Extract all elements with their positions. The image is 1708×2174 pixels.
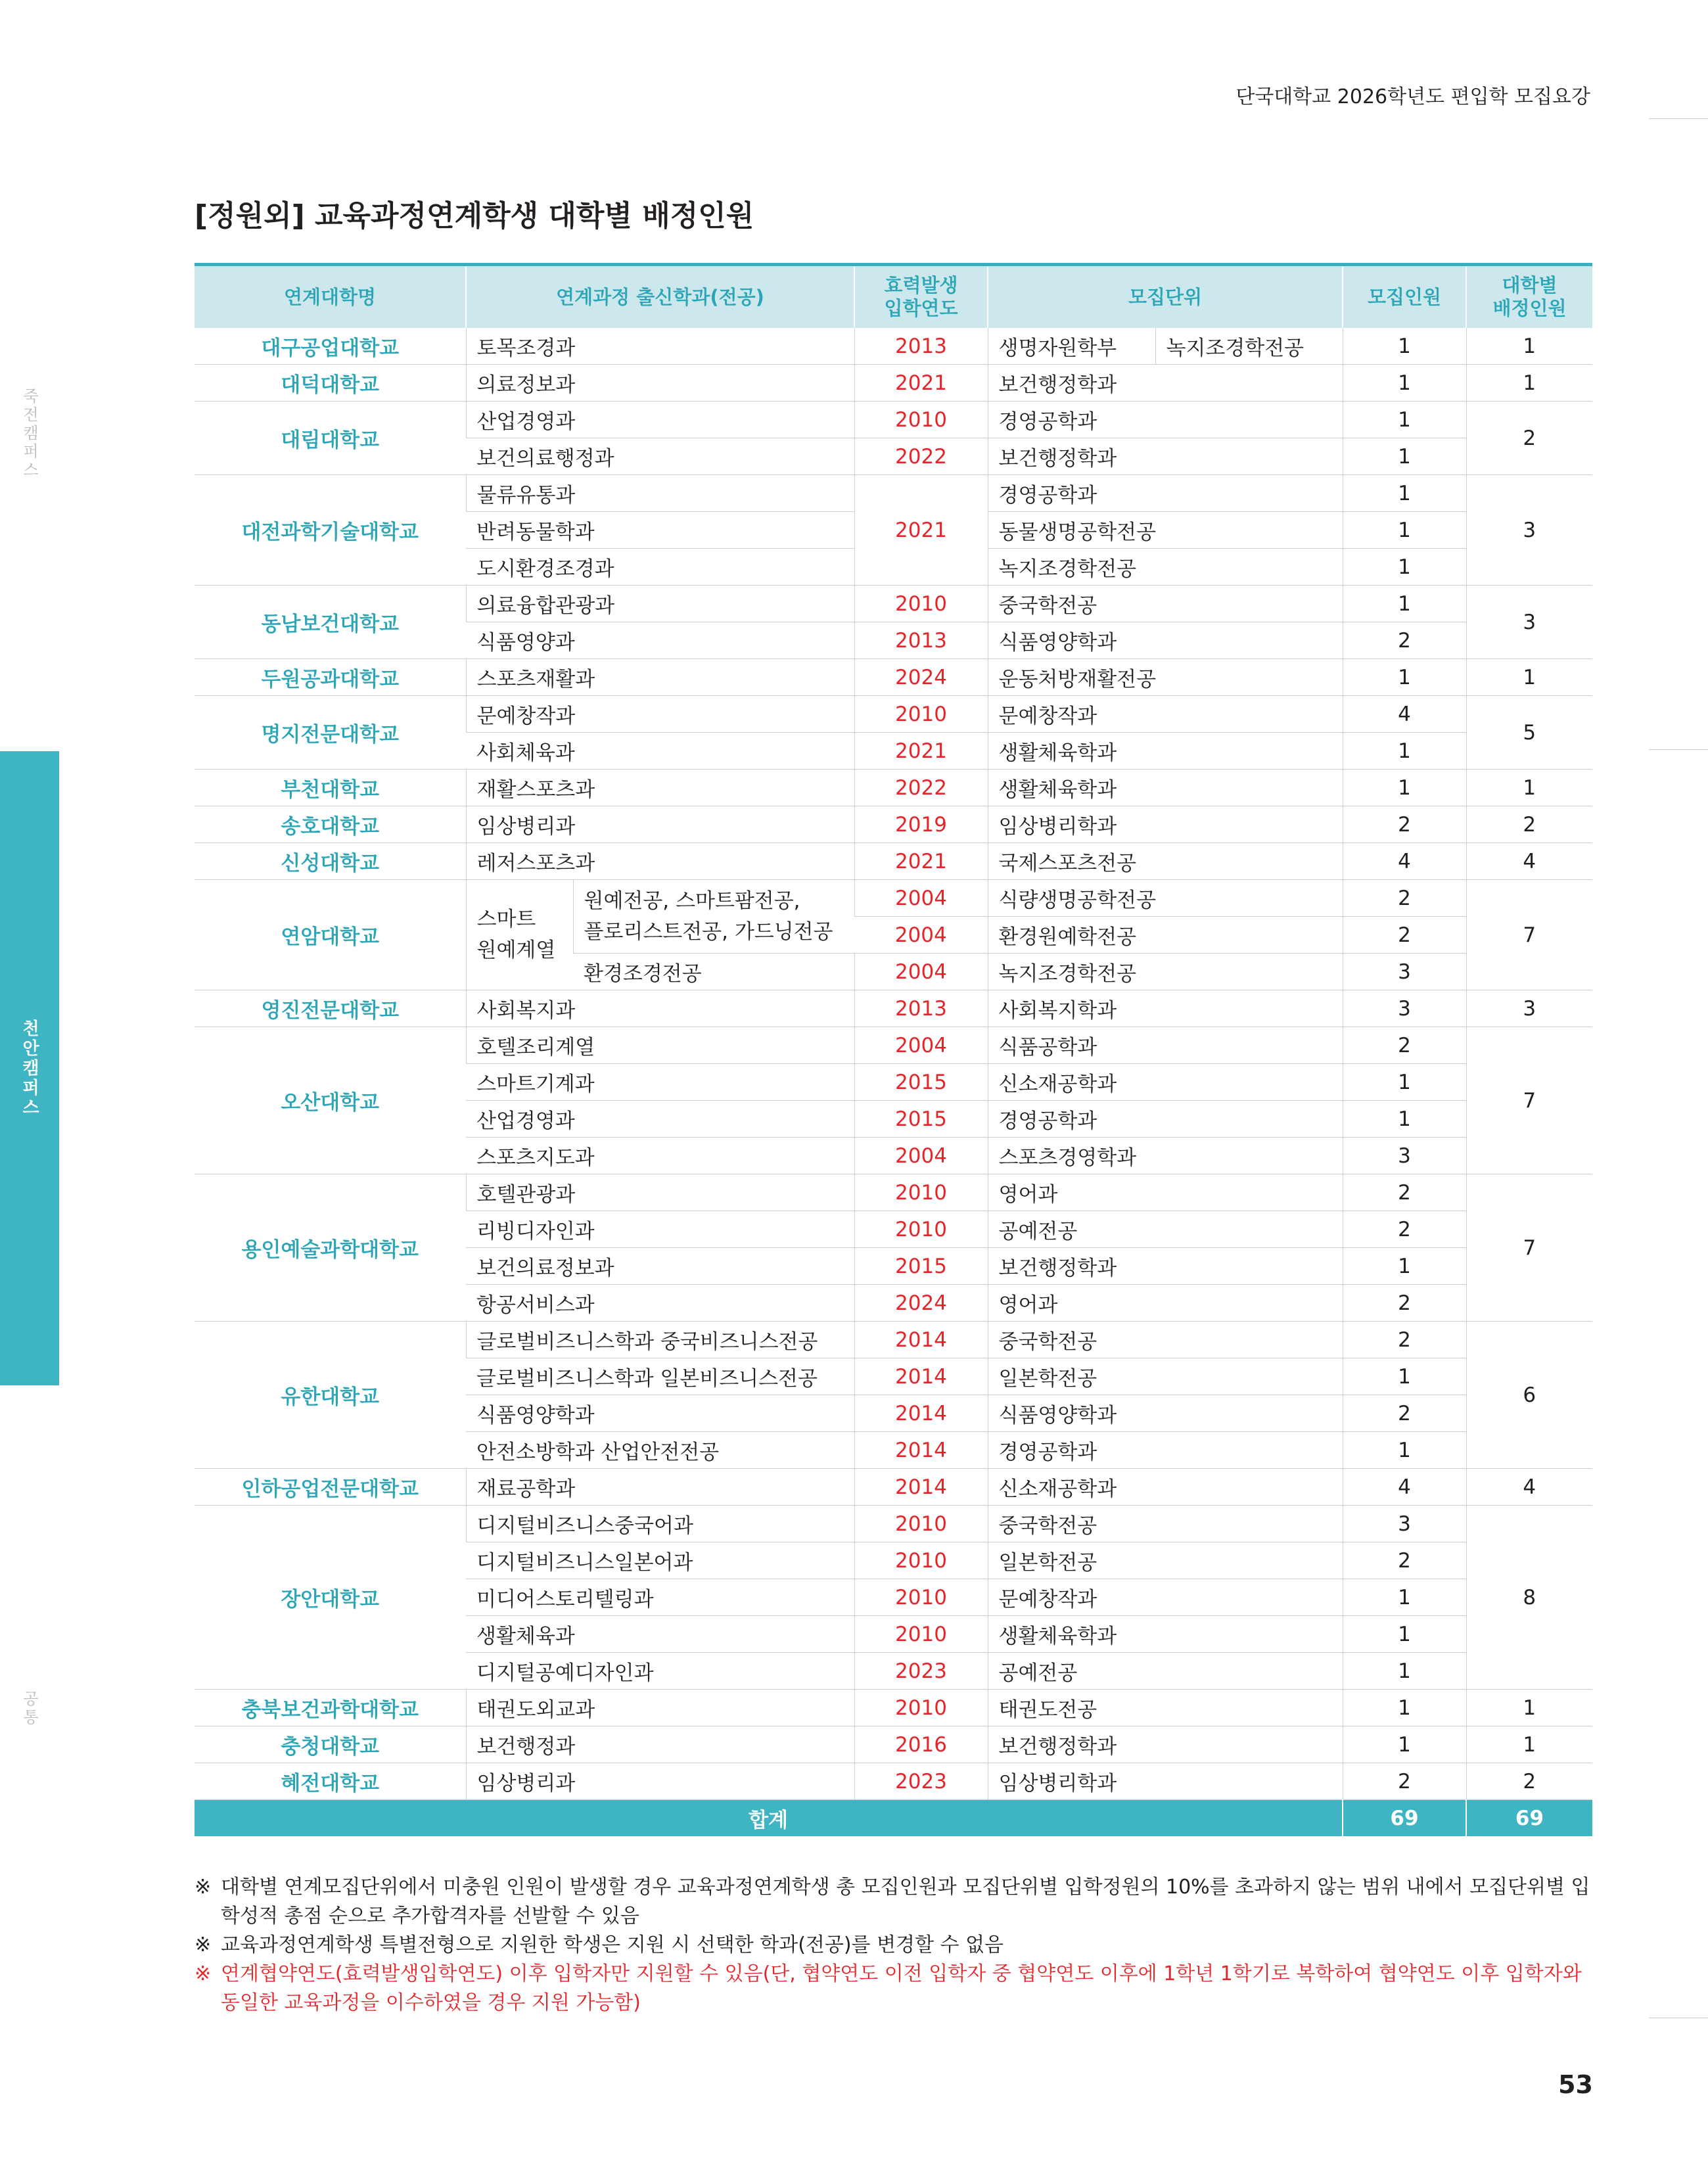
effective-year: 2013 <box>854 990 988 1027</box>
effective-year: 2013 <box>854 622 988 659</box>
dept-name: 안전소방학과 산업안전전공 <box>466 1432 854 1469</box>
unit-name: 사회복지학과 <box>988 990 1343 1027</box>
dept-name: 식품영양학과 <box>466 1395 854 1432</box>
unit-name: 공예전공 <box>988 1211 1343 1248</box>
unit-name: 영어과 <box>988 1174 1343 1211</box>
note-mark: ※ <box>195 1876 212 1899</box>
unit-name: 경영공학과 <box>988 475 1343 512</box>
effective-year: 2004 <box>854 1138 988 1174</box>
unit-name: 식품공학과 <box>988 1027 1343 1064</box>
note-item <box>195 1931 1592 1960</box>
dept-name: 문예창작과 <box>466 696 854 733</box>
dept-name: 보건행정과 <box>466 1726 854 1763</box>
dept-name: 토목조경과 <box>466 328 854 365</box>
table-row <box>195 475 1592 512</box>
unit-name: 스포츠경영학과 <box>988 1138 1343 1174</box>
recruit-count: 1 <box>1343 770 1466 806</box>
alloc-count: 1 <box>1466 328 1592 365</box>
dept-name: 스마트기계과 <box>466 1064 854 1101</box>
recruit-count: 2 <box>1343 1211 1466 1248</box>
univ-name: 영진전문대학교 <box>195 990 466 1027</box>
univ-name: 대전과학기술대학교 <box>195 475 466 586</box>
recruit-count: 1 <box>1343 438 1466 475</box>
dept-name: 미디어스토리텔링과 <box>466 1579 854 1616</box>
effective-year: 2019 <box>854 806 988 843</box>
unit-name: 경영공학과 <box>988 1432 1343 1469</box>
unit-name: 경영공학과 <box>988 1101 1343 1138</box>
table-row <box>195 402 1592 438</box>
recruit-count: 1 <box>1343 733 1466 770</box>
unit-name: 신소재공학과 <box>988 1469 1343 1506</box>
alloc-count: 7 <box>1466 880 1592 990</box>
table-row <box>195 1469 1592 1506</box>
unit-name: 생명자원학부 <box>988 328 1155 365</box>
effective-year: 2014 <box>854 1432 988 1469</box>
header-count: 모집인원 <box>1343 265 1466 329</box>
dept-name: 레저스포츠과 <box>466 843 854 880</box>
dept-name: 항공서비스과 <box>466 1285 854 1322</box>
dept-name: 호텔관광과 <box>466 1174 854 1211</box>
recruit-count: 3 <box>1343 1506 1466 1542</box>
table-row <box>195 1506 1592 1542</box>
recruit-count: 1 <box>1343 1726 1466 1763</box>
unit-name: 일본학전공 <box>988 1542 1343 1579</box>
table-row <box>195 1690 1592 1726</box>
effective-year: 2004 <box>854 880 988 917</box>
univ-name: 용인예술과학대학교 <box>195 1174 466 1322</box>
note-mark: ※ <box>195 1933 212 1956</box>
dept-name: 스포츠재활과 <box>466 659 854 696</box>
recruit-count: 2 <box>1343 917 1466 954</box>
note-item <box>195 1873 1592 1931</box>
dept-name: 디지털비즈니스중국어과 <box>466 1506 854 1542</box>
recruit-count: 1 <box>1343 1432 1466 1469</box>
alloc-count: 1 <box>1466 770 1592 806</box>
unit-name: 영어과 <box>988 1285 1343 1322</box>
effective-year: 2021 <box>854 733 988 770</box>
unit-name: 보건행정학과 <box>988 438 1343 475</box>
table-row <box>195 806 1592 843</box>
effective-year: 2024 <box>854 659 988 696</box>
dept-name: 디지털공예디자인과 <box>466 1653 854 1690</box>
effective-year: 2010 <box>854 696 988 733</box>
dept-name: 생활체육과 <box>466 1616 854 1653</box>
table-row <box>195 1027 1592 1064</box>
subdept-name: 원예전공, 스마트팜전공, 플로리스트전공, 가드닝전공 <box>573 880 854 954</box>
header-year: 효력발생 입학연도 <box>854 265 988 329</box>
subunit-name: 녹지조경학전공 <box>1155 328 1343 365</box>
alloc-count: 2 <box>1466 806 1592 843</box>
effective-year: 2015 <box>854 1064 988 1101</box>
subdept-name: 환경조경전공 <box>573 954 854 990</box>
unit-name: 생활체육학과 <box>988 1616 1343 1653</box>
table-row <box>195 843 1592 880</box>
unit-name: 중국학전공 <box>988 586 1343 622</box>
univ-name: 대구공업대학교 <box>195 328 466 365</box>
alloc-count: 4 <box>1466 843 1592 880</box>
effective-year: 2010 <box>854 1211 988 1248</box>
recruit-count: 1 <box>1343 475 1466 512</box>
unit-name: 중국학전공 <box>988 1322 1343 1358</box>
table-row <box>195 990 1592 1027</box>
header-unit: 모집단위 <box>988 265 1343 329</box>
unit-name: 보건행정학과 <box>988 1726 1343 1763</box>
univ-name: 충청대학교 <box>195 1726 466 1763</box>
side-divider <box>1649 749 1708 750</box>
recruit-count: 2 <box>1343 1542 1466 1579</box>
recruit-count: 1 <box>1343 1653 1466 1690</box>
effective-year: 2010 <box>854 586 988 622</box>
recruit-count: 2 <box>1343 1763 1466 1800</box>
unit-name: 운동처방재활전공 <box>988 659 1343 696</box>
effective-year: 2010 <box>854 1542 988 1579</box>
dept-name: 글로벌비즈니스학과 중국비즈니스전공 <box>466 1322 854 1358</box>
recruit-count: 4 <box>1343 843 1466 880</box>
header-dept: 연계과정 출신학과(전공) <box>466 265 854 329</box>
page-title: [정원외] 교육과정연계학생 대학별 배정인원 <box>195 199 754 233</box>
dept-name: 의료융합관광과 <box>466 586 854 622</box>
recruit-count: 1 <box>1343 402 1466 438</box>
effective-year: 2004 <box>854 917 988 954</box>
unit-name: 신소재공학과 <box>988 1064 1343 1101</box>
running-header: 단국대학교 2026학년도 편입학 모집요강 <box>1235 85 1590 108</box>
effective-year: 2014 <box>854 1358 988 1395</box>
effective-year: 2022 <box>854 770 988 806</box>
dept-name: 식품영양과 <box>466 622 854 659</box>
effective-year: 2022 <box>854 438 988 475</box>
unit-name: 보건행정학과 <box>988 1248 1343 1285</box>
effective-year: 2016 <box>854 1726 988 1763</box>
table-row <box>195 1763 1592 1800</box>
unit-name: 일본학전공 <box>988 1358 1343 1395</box>
unit-name: 문예창작과 <box>988 1579 1343 1616</box>
effective-year: 2015 <box>854 1101 988 1138</box>
recruit-count: 2 <box>1343 880 1466 917</box>
total-alloc: 69 <box>1466 1800 1592 1837</box>
univ-name: 명지전문대학교 <box>195 696 466 770</box>
alloc-count: 5 <box>1466 696 1592 770</box>
recruit-count: 2 <box>1343 1027 1466 1064</box>
note-text: 연계협약연도(효력발생입학연도) 이후 입학자만 지원할 수 있음(단, 협약연도 이전 입학자 중 협약연도 이후에 1학년 1학기로 복학하여 협약연도 이후 입학자와 동일한 교육과정을 이수하였을 경우 지원 가능함) <box>221 1962 1582 2014</box>
univ-name: 송호대학교 <box>195 806 466 843</box>
table-row <box>195 586 1592 622</box>
dept-name: 임상병리과 <box>466 1763 854 1800</box>
alloc-count: 3 <box>1466 990 1592 1027</box>
recruit-count: 1 <box>1343 549 1466 586</box>
unit-name: 녹지조경학전공 <box>988 549 1343 586</box>
table-row <box>195 659 1592 696</box>
univ-name: 유한대학교 <box>195 1322 466 1469</box>
effective-year: 2010 <box>854 1690 988 1726</box>
side-tab-common[interactable] <box>0 1669 59 1748</box>
recruit-count: 1 <box>1343 328 1466 365</box>
side-tab-label: 공통 <box>20 1690 39 1727</box>
effective-year: 2021 <box>854 365 988 402</box>
dept-name: 리빙디자인과 <box>466 1211 854 1248</box>
table-row <box>195 696 1592 733</box>
recruit-count: 1 <box>1343 586 1466 622</box>
total-count: 69 <box>1343 1800 1466 1837</box>
unit-name: 식량생명공학전공 <box>988 880 1343 917</box>
effective-year: 2010 <box>854 1616 988 1653</box>
recruit-count: 1 <box>1343 512 1466 549</box>
effective-year: 2014 <box>854 1469 988 1506</box>
recruit-count: 2 <box>1343 1322 1466 1358</box>
effective-year: 2004 <box>854 954 988 990</box>
unit-name: 공예전공 <box>988 1653 1343 1690</box>
side-tab-cheonan[interactable] <box>0 751 59 1385</box>
side-tab-jukjeon[interactable] <box>0 368 59 499</box>
alloc-count: 4 <box>1466 1469 1592 1506</box>
effective-year: 2014 <box>854 1322 988 1358</box>
page-number: 53 <box>1558 2070 1593 2099</box>
effective-year: 2010 <box>854 1579 988 1616</box>
note-text: 교육과정연계학생 특별전형으로 지원한 학생은 지원 시 선택한 학과(전공)를 변경할 수 없음 <box>221 1933 1004 1956</box>
dept-name: 글로벌비즈니스학과 일본비즈니스전공 <box>466 1358 854 1395</box>
effective-year: 2014 <box>854 1395 988 1432</box>
dept-name: 사회복지과 <box>466 990 854 1027</box>
univ-name: 인하공업전문대학교 <box>195 1469 466 1506</box>
unit-name: 생활체육학과 <box>988 770 1343 806</box>
univ-name: 동남보건대학교 <box>195 586 466 659</box>
recruit-count: 2 <box>1343 1395 1466 1432</box>
univ-name: 혜전대학교 <box>195 1763 466 1800</box>
table-row <box>195 1726 1592 1763</box>
recruit-count: 2 <box>1343 1285 1466 1322</box>
effective-year: 2013 <box>854 328 988 365</box>
note-mark: ※ <box>195 1962 212 1985</box>
header-univ: 연계대학명 <box>195 265 466 329</box>
unit-name: 임상병리학과 <box>988 1763 1343 1800</box>
alloc-count: 3 <box>1466 475 1592 586</box>
recruit-count: 3 <box>1343 1138 1466 1174</box>
dept-name: 산업경영과 <box>466 402 854 438</box>
univ-name: 대림대학교 <box>195 402 466 475</box>
recruit-count: 2 <box>1343 1174 1466 1211</box>
effective-year: 2010 <box>854 1506 988 1542</box>
unit-name: 보건행정학과 <box>988 365 1343 402</box>
unit-name: 국제스포츠전공 <box>988 843 1343 880</box>
dept-name: 산업경영과 <box>466 1101 854 1138</box>
unit-name: 중국학전공 <box>988 1506 1343 1542</box>
dept-name: 태권도외교과 <box>466 1690 854 1726</box>
unit-name: 환경원예학전공 <box>988 917 1343 954</box>
recruit-count: 1 <box>1343 659 1466 696</box>
alloc-count: 1 <box>1466 1726 1592 1763</box>
alloc-count: 6 <box>1466 1322 1592 1469</box>
table-row <box>195 1322 1592 1358</box>
univ-name: 대덕대학교 <box>195 365 466 402</box>
recruit-count: 1 <box>1343 1579 1466 1616</box>
recruit-count: 1 <box>1343 1064 1466 1101</box>
table-row <box>195 365 1592 402</box>
unit-name: 동물생명공학전공 <box>988 512 1343 549</box>
dept-name: 스포츠지도과 <box>466 1138 854 1174</box>
side-divider <box>1649 118 1708 119</box>
univ-name: 신성대학교 <box>195 843 466 880</box>
dept-name: 도시환경조경과 <box>466 549 854 586</box>
univ-name: 부천대학교 <box>195 770 466 806</box>
recruit-count: 3 <box>1343 990 1466 1027</box>
alloc-count: 8 <box>1466 1506 1592 1690</box>
recruit-count: 2 <box>1343 622 1466 659</box>
dept-name: 임상병리과 <box>466 806 854 843</box>
unit-name: 식품영양학과 <box>988 622 1343 659</box>
table-row <box>195 770 1592 806</box>
alloc-count: 3 <box>1466 586 1592 659</box>
alloc-count: 1 <box>1466 365 1592 402</box>
dept-name: 의료정보과 <box>466 365 854 402</box>
alloc-count: 2 <box>1466 1763 1592 1800</box>
dept-name: 재료공학과 <box>466 1469 854 1506</box>
dept-name: 디지털비즈니스일본어과 <box>466 1542 854 1579</box>
alloc-count: 1 <box>1466 659 1592 696</box>
effective-year: 2010 <box>854 1174 988 1211</box>
dept-name: 사회체육과 <box>466 733 854 770</box>
recruit-count: 3 <box>1343 954 1466 990</box>
unit-name: 태권도전공 <box>988 1690 1343 1726</box>
recruit-count: 1 <box>1343 1616 1466 1653</box>
univ-name: 연암대학교 <box>195 880 466 990</box>
univ-name: 오산대학교 <box>195 1027 466 1174</box>
side-tab-label: 죽전캠퍼스 <box>20 388 39 480</box>
recruit-count: 4 <box>1343 1469 1466 1506</box>
recruit-count: 1 <box>1343 365 1466 402</box>
dept-name: 보건의료행정과 <box>466 438 854 475</box>
dept-name: 물류유통과 <box>466 475 854 512</box>
note-text: 대학별 연계모집단위에서 미충원 인원이 발생할 경우 교육과정연계학생 총 모집인원과 모집단위별 입학정원의 10%를 초과하지 않는 범위 내에서 모집단위별 입학성적 총점 순으로 추가합격자를 선발할 수 있음 <box>221 1876 1590 1928</box>
table-row <box>195 880 1592 917</box>
alloc-count: 7 <box>1466 1027 1592 1174</box>
table-row <box>195 328 1592 365</box>
alloc-count: 7 <box>1466 1174 1592 1322</box>
alloc-count: 1 <box>1466 1690 1592 1726</box>
univ-name: 충북보건과학대학교 <box>195 1690 466 1726</box>
dept-name: 재활스포츠과 <box>466 770 854 806</box>
effective-year: 2021 <box>854 843 988 880</box>
note-item-highlight <box>195 1960 1592 2018</box>
unit-name: 경영공학과 <box>988 402 1343 438</box>
unit-name: 임상병리학과 <box>988 806 1343 843</box>
unit-name: 문예창작과 <box>988 696 1343 733</box>
univ-name: 두원공과대학교 <box>195 659 466 696</box>
header-alloc: 대학별 배정인원 <box>1466 265 1592 329</box>
effective-year: 2023 <box>854 1653 988 1690</box>
effective-year: 2024 <box>854 1285 988 1322</box>
effective-year: 2021 <box>854 475 988 586</box>
total-row <box>195 1800 1592 1837</box>
alloc-count: 2 <box>1466 402 1592 475</box>
effective-year: 2004 <box>854 1027 988 1064</box>
effective-year: 2023 <box>854 1763 988 1800</box>
notes-section <box>195 1873 1592 2018</box>
effective-year: 2010 <box>854 402 988 438</box>
recruit-count: 1 <box>1343 1248 1466 1285</box>
unit-name: 식품영양학과 <box>988 1395 1343 1432</box>
unit-name: 생활체육학과 <box>988 733 1343 770</box>
effective-year: 2015 <box>854 1248 988 1285</box>
allocation-table <box>195 263 1592 1836</box>
side-tab-label: 천안캠퍼스 <box>19 1019 39 1118</box>
dept-name: 보건의료정보과 <box>466 1248 854 1285</box>
recruit-count: 4 <box>1343 696 1466 733</box>
unit-name: 녹지조경학전공 <box>988 954 1343 990</box>
recruit-count: 1 <box>1343 1358 1466 1395</box>
univ-name: 장안대학교 <box>195 1506 466 1690</box>
recruit-count: 1 <box>1343 1690 1466 1726</box>
table-header-row <box>195 265 1592 329</box>
dept-name: 호텔조리계열 <box>466 1027 854 1064</box>
dept-group-name: 스마트 원예계열 <box>466 880 573 990</box>
recruit-count: 2 <box>1343 806 1466 843</box>
recruit-count: 1 <box>1343 1101 1466 1138</box>
total-label: 합계 <box>195 1800 1343 1837</box>
table-row <box>195 1174 1592 1211</box>
dept-name: 반려동물학과 <box>466 512 854 549</box>
